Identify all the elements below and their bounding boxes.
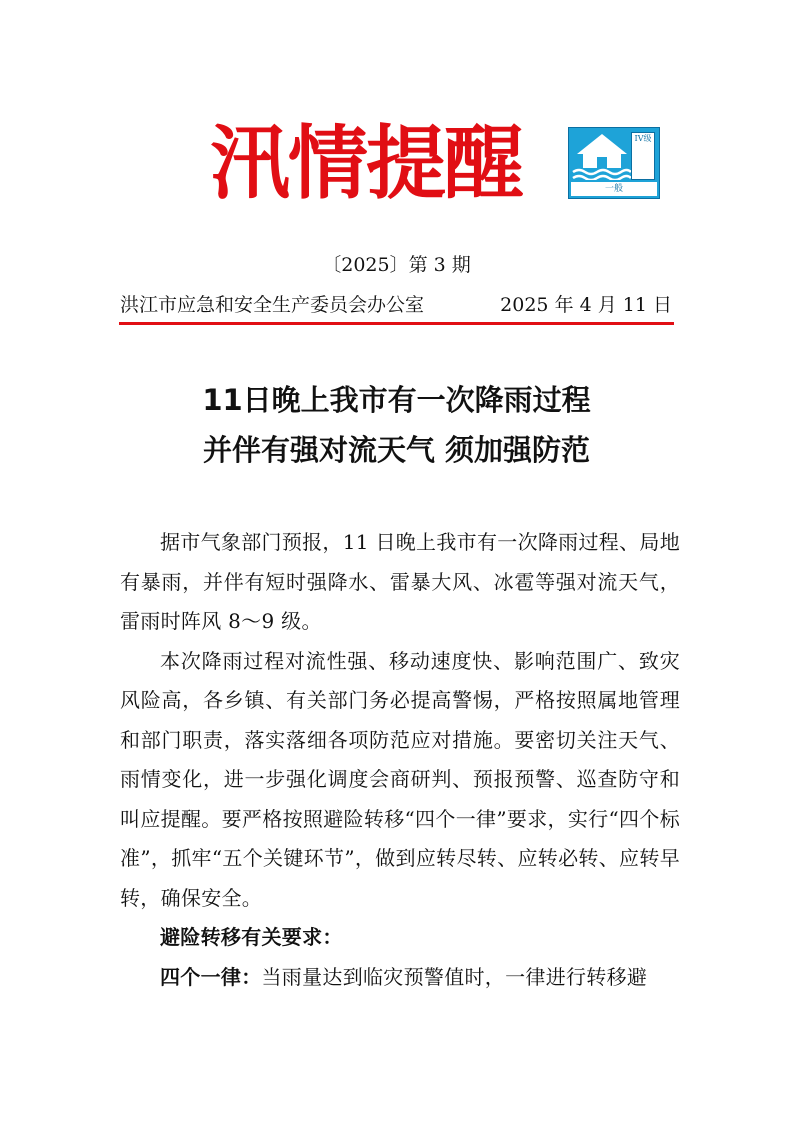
issuing-office: 洪江市应急和安全生产委员会办公室: [120, 294, 425, 316]
section-subheading: 避险转移有关要求：: [160, 925, 343, 949]
list-item-text: 当雨量达到临灾预警值时，一律进行转移避: [261, 964, 648, 989]
document-title-line-2: 并伴有强对流天气 须加强防范: [202, 433, 591, 467]
warning-level-label: IV级: [631, 132, 655, 180]
warning-class-label: 一般: [571, 182, 657, 196]
document-title-line-1: 11日晚上我市有一次降雨过程: [202, 383, 591, 417]
masthead-title: 汛情提醒: [210, 116, 522, 210]
warning-level-badge: [568, 127, 660, 199]
document-body: [120, 523, 680, 997]
list-item: [120, 958, 680, 998]
issue-date: 2025 年 4 月 11 日: [500, 294, 672, 316]
list-item-lead: 四个一律：: [160, 964, 262, 989]
house-flood-icon: [571, 130, 633, 180]
header-divider: [119, 322, 674, 325]
paragraph: 本次降雨过程对流性强、移动速度快、影响范围广、致灾风险高，各乡镇、有关部门务必提高警惕，严格按照属地管理和部门职责，落实落细各项防范应对措施。要密切关注天气、雨情变化，进一步强化调度会商研判、预报预警、巡查防守和叫应提醒。要严格按照避险转移“四个一律”要求，实行“四个标准”，抓牢“五个关键环节”，做到应转尽转、应转必转、应转早转，确保安全。: [120, 648, 680, 910]
paragraph: 据市气象部门预报，11 日晚上我市有一次降雨过程、局地有暴雨，并伴有短时强降水、雷暴大风、冰雹等强对流天气，雷雨时阵风 8～9 级。: [120, 530, 680, 633]
issue-number: 〔2025〕第 3 期: [322, 254, 471, 276]
